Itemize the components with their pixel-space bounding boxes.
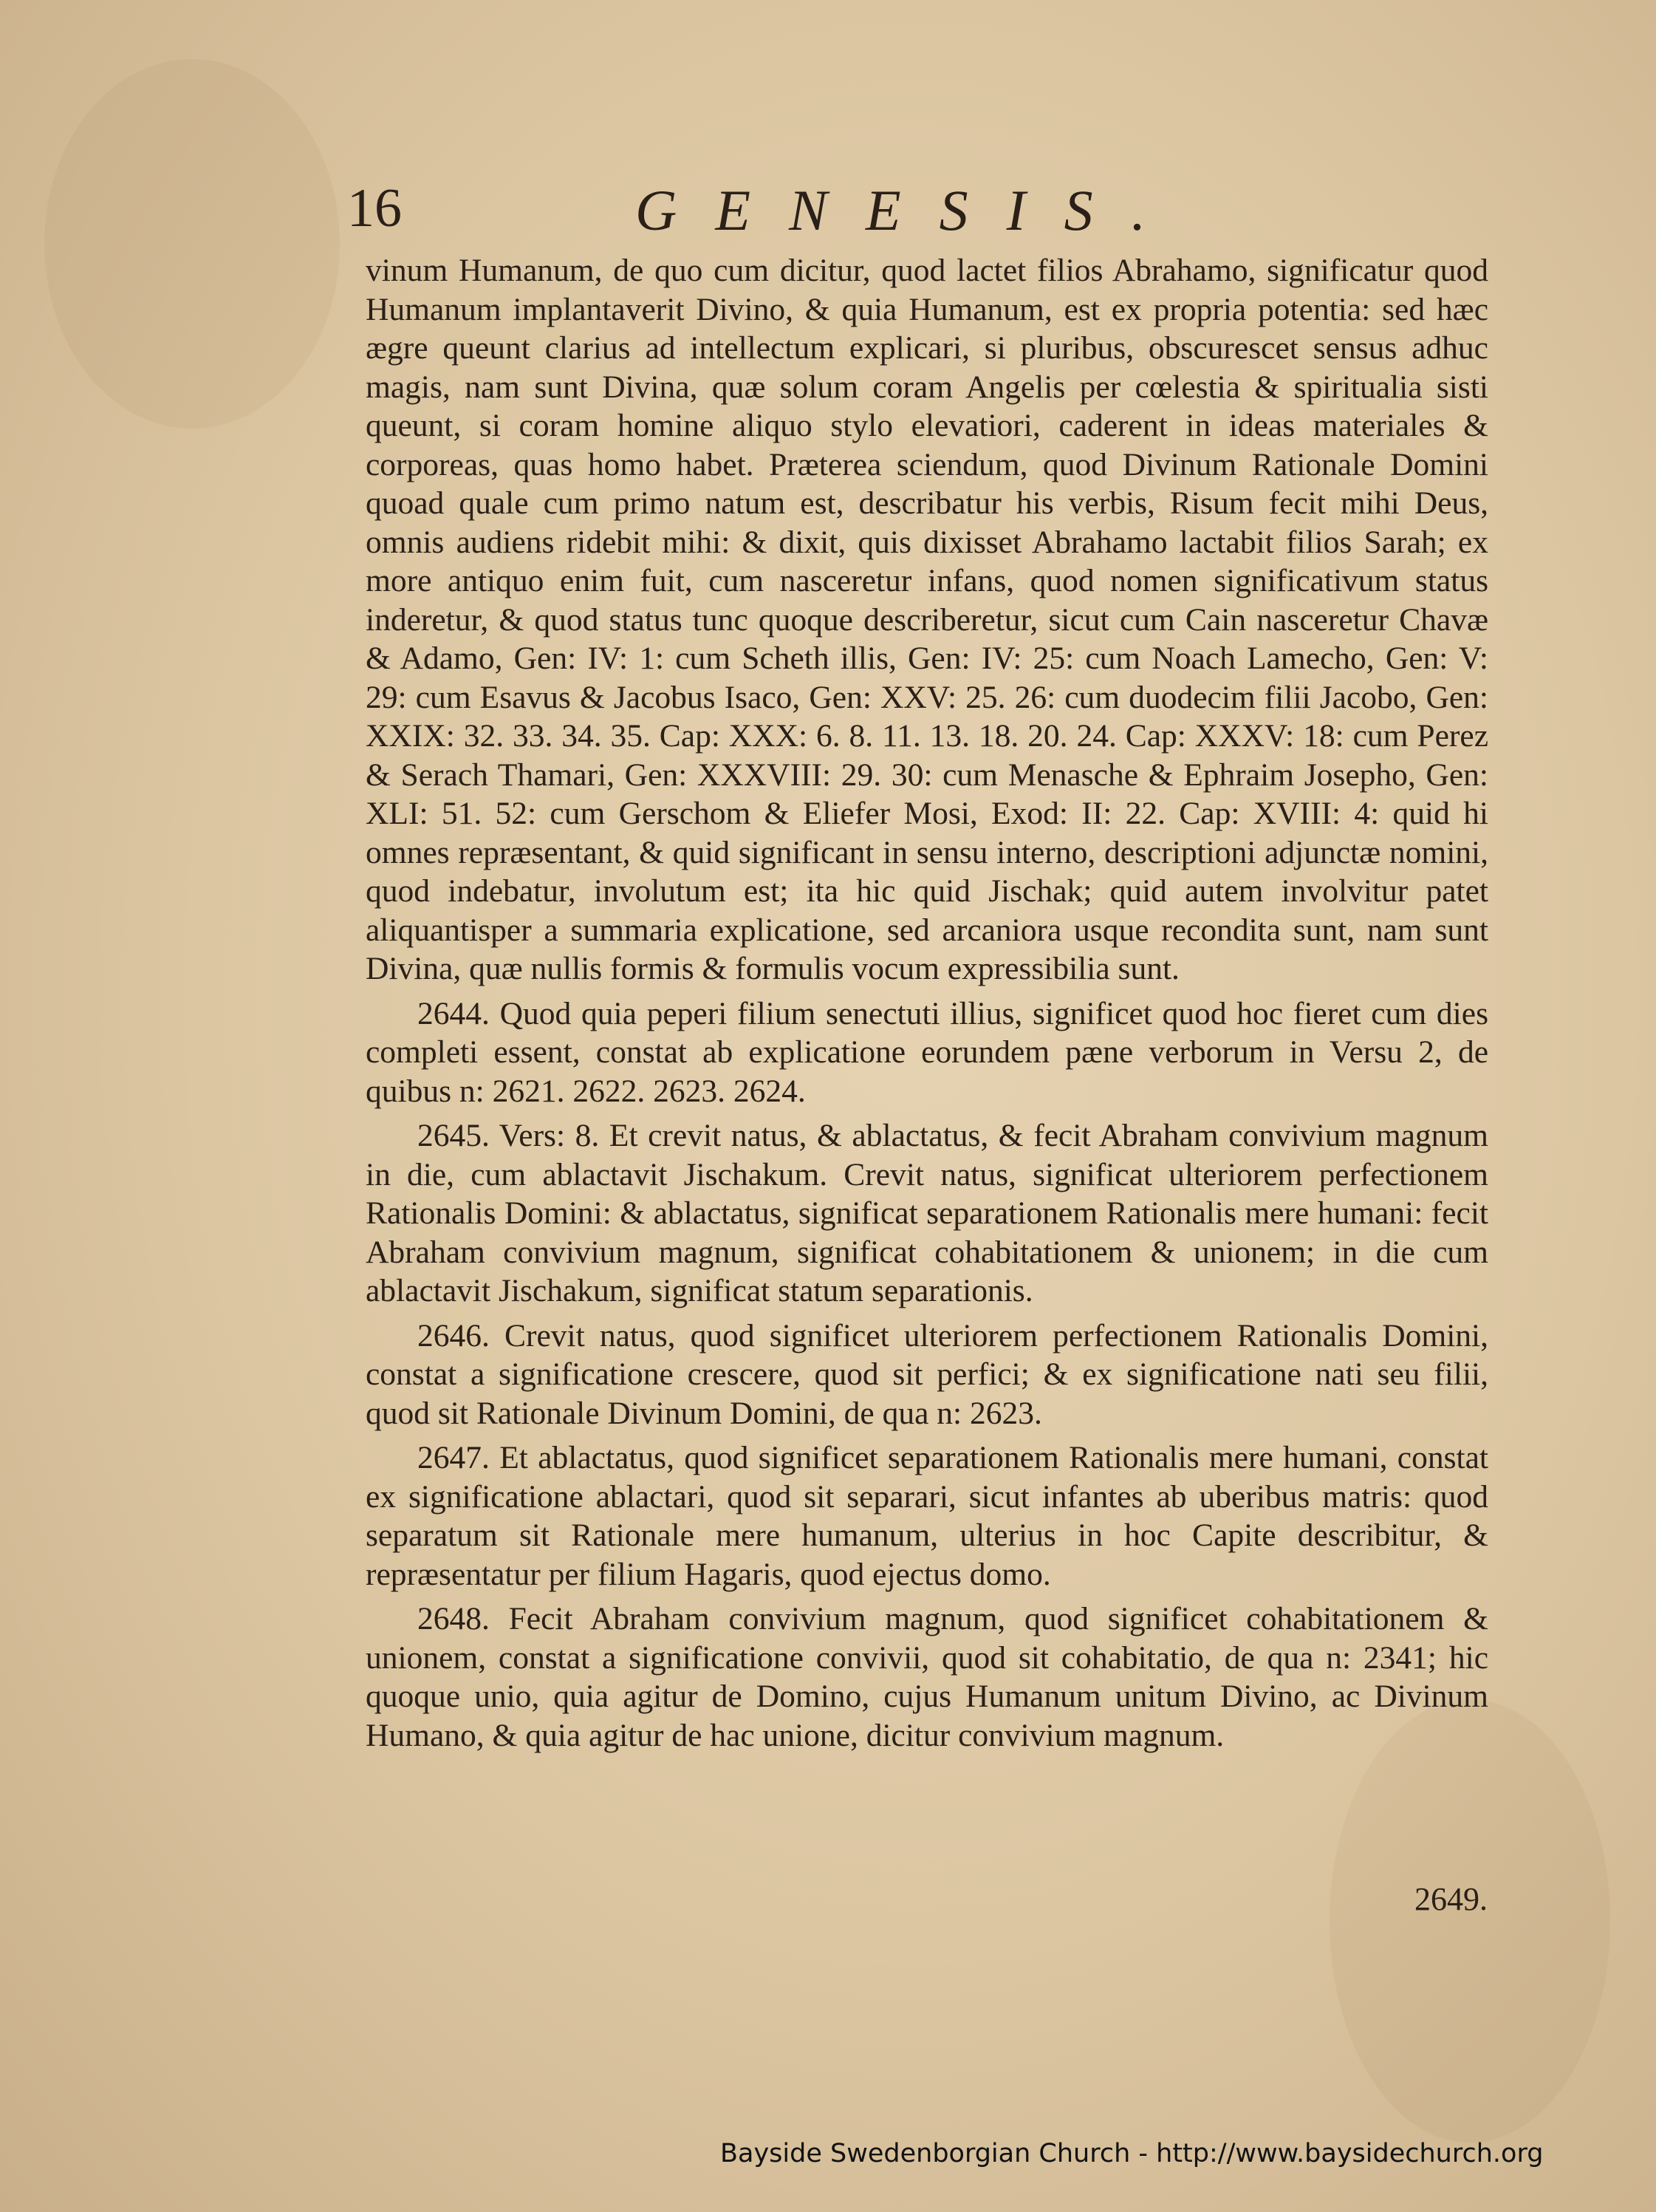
catchword: 2649. [1414, 1881, 1488, 1917]
watermark-caption: Bayside Swedenborgian Church - http://www.baysidechurch.org [720, 2139, 1544, 2168]
page-number: 16 [347, 178, 402, 239]
paragraph-2644: 2644. Quod quia peperi filium senectuti illius, significet quod hoc fieret cum dies completi essent, constat ab explicatione eorundem pæne verborum in Versu 2, de quibus n: 2621. 2622. 2623. 2624. [366, 995, 1488, 1109]
main-text [366, 251, 1488, 1755]
paragraph-2646: 2646. Crevit natus, quod significet ulteriorem perfectionem Rationalis Domini, constat a significatione crescere, quod sit perfici; & ex significatione nati seu filii, quod sit Rationale Divinum Domini, de qua n: 2623. [366, 1317, 1488, 1431]
paper-stain [44, 59, 340, 429]
paragraph-continued: vinum Humanum, de quo cum dicitur, quod lactet filios Abrahamo, significatur quod Humanum implantaverit Divino, & quia Humanum, est ex propria potentia: sed hæc ægre queunt clarius ad intellectum explicari, si pluribus, obscurescet sensus adhuc magis, nam sunt Divina, quæ solum coram Angelis per cœlestia & spiritualia sisti queunt, si coram homine aliquo stylo elevatiori, caderent in ideas materiales & corporeas, quas homo habet. Præterea sciendum, quod Divinum Rationale Domini quoad quale cum primo natum est, describatur his verbis, Risum fecit mihi Deus, omnis audiens ridebit mihi: & dixit, quis dixisset Abrahamo lactabit filios Sarah; ex more antiquo enim fuit, cum nasceretur infans, quod nomen significativum status inderetur, & quod status tunc quoque describeretur, sicut cum Cain nasceretur Chavæ & Adamo, Gen: IV: 1: cum Scheth illis, Gen: IV: 25: cum Noach Lamecho, Gen: V: 29: cum Esavus & Jacobus Isaco, Gen: XXV: 25. 26: cum duodecim filii Jacobo, Gen: XXIX: 32. 33. 34. 35. Cap: XXX: 6. 8. 11. 13. 18. 20. 24. Cap: XXXV: 18: cum Perez & Serach Thamari, Gen: XXXVIII: 29. 30: cum Menasche & Ephraim Josepho, Gen: XLI: 51. 52: cum Gerschom & Eliefer Mosi, Exod: II: 22. Cap: XVIII: 4: quid hi omnes repræsentant, & quid significant in sensu interno, descriptioni adjunctæ nomini, quod indebatur, involutum est; ita hic quid Jischak; quid autem involvitur patet aliquantisper a summaria explicatione, sed arcaniora usque recondita sunt, nam sunt Divina, quæ nullis formis & formulis vocum expressibilia sunt. [366, 253, 1488, 986]
page-header [347, 177, 1499, 259]
running-title: GENESIS. [635, 178, 1185, 242]
paragraph-2648: 2648. Fecit Abraham convivium magnum, quod significet cohabitationem & unionem, constat a significatione convivii, quod sit cohabitatio, de qua n: 2341; hic quoque unio, quia agitur de Domino, cujus Humanum unitum Divino, ac Divinum Humano, & quia agitur de hac unione, dicitur convivium magnum. [366, 1601, 1488, 1753]
paragraph-2645: 2645. Vers: 8. Et crevit natus, & ablactatus, & fecit Abraham convivium magnum in die, cum ablactavit Jischakum. Crevit natus, significat ulteriorem perfectionem Rationalis Domini: & ablactatus, significat separationem Rationalis mere humani: fecit Abraham convivium magnum, significat cohabitationem & unionem; in die cum ablactavit Jischakum, significat statum separationis. [366, 1118, 1488, 1308]
paragraph-2647: 2647. Et ablactatus, quod significet separationem Rationalis mere humani, constat ex significatione ablactari, quod sit separari, sicut infantes ab uberibus matris: quod separatum sit Rationale mere humanum, ulterius in hoc Capite describitur, & repræsentatur per filium Hagaris, quod ejectus domo. [366, 1440, 1488, 1592]
paper-stain [1330, 1699, 1610, 2143]
